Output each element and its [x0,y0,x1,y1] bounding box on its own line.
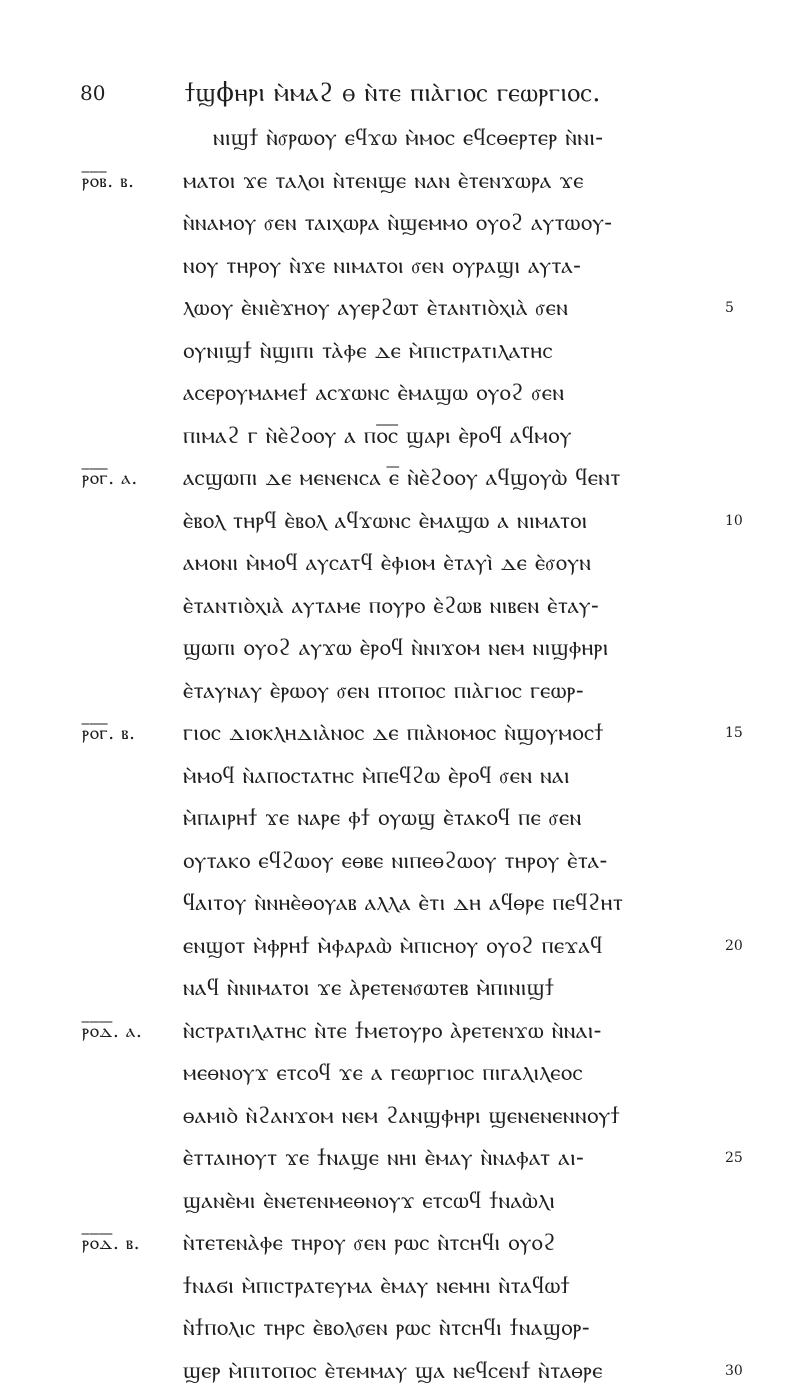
line-text: ⲉ̀ⲧⲁⲛⲧⲓⲟ̀ⲭⲓⲁ̀ ⲁⲩⲧⲁⲙⲉ ⲡⲟⲩⲣⲟ ⲉ̀ϩⲱⲃ ⲛⲓⲃⲉⲛ ⲉ̀ⲧⲁⲩ- [183,587,599,625]
line-text: ϣⲉⲣ ⲙ̀ⲡⲓⲧⲟⲡⲟⲥ ⲉ̀ⲧⲉⲙⲙⲁⲩ ϣⲁ ⲛⲉϥⲥⲉⲛϯ ⲛ̀ⲧⲁⲑⲣⲉ [183,1352,603,1390]
line-text: ⲉ̀ⲃⲟⲗ ⲧⲏⲣϥ ⲉ̀ⲃⲟⲗ ⲁϥϫⲱⲛⲥ ⲉ̀ⲙⲁϣⲱ ⲁ ⲛⲓⲙⲁⲧⲟⲓ [183,502,588,540]
text-line [0,289,800,332]
folio-marker: ⲣ̅ⲟ̅ⲃ̅. ⲃ. [82,166,135,196]
line-text: ⲛ̀ⲛⲁⲙⲟⲩ ⳝⲉⲛ ⲧⲁⲓⲭⲱⲣⲁ ⲛ̀ϣⲉⲙⲙⲟ ⲟⲩⲟϩ ⲁⲩⲧⲱⲟⲩ- [183,204,612,242]
line-text: ⲛⲁϥ ⲛ̀ⲛⲓⲙⲁⲧⲟⲓ ϫⲉ ⲁ̀ⲣⲉⲧⲉⲛⳝⲱⲧⲉⲃ ⲙ̀ⲡⲓⲛⲓϣϯ [183,969,554,1007]
text-line [0,1267,800,1310]
line-text: ⲑⲁⲙⲓⲟ̀ ⲛ̀ϩⲁⲛϫⲟⲙ ⲛⲉⲙ ϩⲁⲛϣⲫⲏⲣⲓ ϣⲉⲛⲉⲛⲉⲛⲛⲟⲩϯ [183,1097,620,1135]
text-line [0,162,800,205]
text-line [0,799,800,842]
line-text: ⲛ̀ϯⲡⲟⲗⲓⲥ ⲧⲏⲣⲥ ⲉ̀ⲃⲟⲗⳝⲉⲛ ⲣⲱⲥ ⲛ̀ⲧⲥⲏϥⲓ ϯⲛⲁϣⲟⲣ- [183,1309,590,1347]
text-line [0,119,800,162]
text-line [0,1309,800,1352]
line-text: ⲉ̀ⲧⲧⲁⲓⲏⲟⲩⲧ ϫⲉ ϯⲛⲁϣⲉ ⲛⲏⲓ ⲉ̀ⲙⲁⲩ ⲛ̀ⲛⲁⲫⲁⲧ ⲁⲓ- [183,1139,584,1177]
text-line [0,204,800,247]
text-line [0,544,800,587]
line-text: ϣⲱⲡⲓ ⲟⲩⲟϩ ⲁⲩϫⲱ ⲉ̀ⲣⲟϥ ⲛ̀ⲛⲓϫⲟⲙ ⲛⲉⲙ ⲛⲓϣⲫⲏⲣⲓ [183,629,609,667]
text-line [0,884,800,927]
line-number: 25 [725,1148,743,1168]
text-line [0,1054,800,1097]
folio-marker: ⲣ̅ⲟ̅ⲇ̅. ⲁ. [82,1016,142,1046]
text-line [0,1139,800,1182]
line-text: ⲙ̀ⲙⲟϥ ⲛ̀ⲁⲡⲟⲥⲧⲁⲧⲏⲥ ⲙ̀ⲡⲉϥϩⲱ ⲉ̀ⲣⲟϥ ⳝⲉⲛ ⲛⲁⲓ [183,757,570,795]
text-line [0,927,800,970]
text-line [0,417,800,460]
line-text: ⲉⲛϣⲟⲧ ⲙ̀ⲫⲣⲏϯ ⲙ̀ⲫⲁⲣⲁⲱ̀ ⲙ̀ⲡⲓⲥⲏⲟⲩ ⲟⲩⲟϩ ⲡⲉϫⲁϥ [183,927,603,965]
line-text: ⲛⲟⲩ ⲧⲏⲣⲟⲩ ⲛ̀ϫⲉ ⲛⲓⲙⲁⲧⲟⲓ ⳝⲉⲛ ⲟⲩⲣⲁϣⲓ ⲁⲩⲧⲁ- [183,247,581,285]
text-line [0,374,800,417]
line-text: ⲁⲥⲉⲣⲟⲩⲙⲁⲙⲉϯ ⲁⲥϫⲱⲛⲥ ⲉ̀ⲙⲁϣⲱ ⲟⲩⲟϩ ⳝⲉⲛ [183,374,564,412]
line-number: 20 [725,936,743,956]
text-line [0,969,800,1012]
text-line [0,672,800,715]
line-text: ⲉ̀ⲧⲁⲩⲛⲁⲩ ⲉ̀ⲣⲱⲟⲩ ⳝⲉⲛ ⲡⲧⲟⲡⲟⲥ ⲡⲓⲁ̀ⲅⲓⲟⲥ ⲅⲉⲱⲣ- [183,672,584,710]
text-line [0,1352,800,1394]
page-header [80,76,720,116]
line-text: ⲡⲓⲙⲁϩ ⲅ ⲛ̀ⲉ̀ϩⲟⲟⲩ ⲁ ⲡⲟ̅ⲥ̅ ϣⲁⲣⲓ ⲉ̀ⲣⲟϥ ⲁϥⲙⲟⲩ [183,417,572,455]
text-line [0,1182,800,1225]
line-text: ⲛ̀ⲧⲉⲧⲉⲛⲁ̀ⲫⲉ ⲧⲏⲣⲟⲩ ⳝⲉⲛ ⲣⲱⲥ ⲛ̀ⲧⲥⲏϥⲓ ⲟⲩⲟϩ [183,1224,556,1262]
text-line [0,1097,800,1140]
text-line [0,587,800,630]
text-line [0,1012,800,1055]
running-title: ϯϣϕⲏⲣⲓ ⲙ̀ⲙⲁϩ ⲑ ⲛ̀ⲧⲉ ⲡⲓⲁ̀ⲅⲓⲟⲥ ⲅⲉⲱⲣⲅⲓⲟⲥ. [185,76,601,110]
line-text: ⲗⲱⲟⲩ ⲉ̀ⲛⲓⲉ̀ϫⲏⲟⲩ ⲁⲩⲉⲣϩⲱⲧ ⲉ̀ⲧⲁⲛⲧⲓⲟ̀ⲭⲓⲁ̀ ⳝⲉⲛ [183,289,568,327]
text-line [0,757,800,800]
line-text: ⲁⲥϣⲱⲡⲓ ⲇⲉ ⲙⲉⲛⲉⲛⲥⲁ ⲉ̅ ⲛ̀ⲉ̀ϩⲟⲟⲩ ⲁϥϣⲟⲩⲱ̀ ϥⲉⲛⲧ [183,459,621,497]
text-line [0,502,800,545]
line-text: ⲛⲓϣϯ ⲛ̀ⳝⲣⲱⲟⲩ ⲉϥϫⲱ ⲙ̀ⲙⲟⲥ ⲉϥⲥⲑⲉⲣⲧⲉⲣ ⲛ̀ⲛⲓ- [213,119,603,157]
line-text: ⲅⲓⲟⲥ ⲇⲓⲟⲕⲗⲏⲇⲓⲁ̀ⲛⲟⲥ ⲇⲉ ⲡⲓⲁ̀ⲛⲟⲙⲟⲥ ⲛ̀ϣⲟⲩⲙⲟⲥϯ [183,714,604,752]
text-line [0,247,800,290]
folio-marker: ⲣ̅ⲟ̅ⲅ̅. ⲁ. [82,463,138,493]
line-text: ⲟⲩⲛⲓϣϯ ⲛ̀ϣⲓⲡⲓ ⲧⲁ̀ⲫⲉ ⲇⲉ ⲙ̀ⲡⲓⲥⲧⲣⲁⲧⲓⲗⲁⲧⲏⲥ [183,332,553,370]
text-line [0,459,800,502]
line-text: ⲙⲁⲧⲟⲓ ϫⲉ ⲧⲁⲗⲟⲓ ⲛ̀ⲧⲉⲛϣⲉ ⲛⲁⲛ ⲉ̀ⲧⲉⲛϫⲱⲣⲁ ϫⲉ [183,162,584,200]
folio-marker: ⲣ̅ⲟ̅ⲇ̅. ⲃ. [82,1228,140,1258]
text-line [0,842,800,885]
line-text: ⲁⲙⲟⲛⲓ ⲙ̀ⲙⲟϥ ⲁⲩⲥⲁⲧϥ ⲉ̀ⲫⲓⲟⲙ ⲉ̀ⲧⲁⲩⲓ̀ ⲇⲉ ⲉ̀ⳝⲟⲩⲛ [183,544,591,582]
line-number: 15 [725,723,743,743]
line-text: ⲙⲉⲑⲛⲟⲩϫ ⲉⲧⲥⲟϥ ϫⲉ ⲁ ⲅⲉⲱⲣⲅⲓⲟⲥ ⲡⲓⲅⲁⲗⲓⲗⲉⲟⲥ [183,1054,583,1092]
text-line [0,714,800,757]
line-text: ⲙ̀ⲡⲁⲓⲣⲏϯ ϫⲉ ⲛⲁⲣⲉ ⲫϯ ⲟⲩⲱϣ ⲉ̀ⲧⲁⲕⲟϥ ⲡⲉ ⳝⲉⲛ [183,799,582,837]
line-number: 30 [725,1361,743,1381]
coptic-text-block [0,119,800,1394]
folio-marker: ⲣ̅ⲟ̅ⲅ̅. ⲃ. [82,718,136,748]
line-text: ϯⲛⲁϭⲓ ⲙ̀ⲡⲓⲥⲧⲣⲁⲧⲉⲩⲙⲁ ⲉ̀ⲙⲁⲩ ⲛⲉⲙⲏⲓ ⲛ̀ⲧⲁϥⲱϯ [183,1267,570,1305]
page-number: 80 [80,76,105,110]
line-text: ϣⲁⲛⲉ̀ⲙⲓ ⲉ̀ⲛⲉⲧⲉⲛⲙⲉⲑⲛⲟⲩϫ ⲉⲧⲥⲱϥ ϯⲛⲁⲱ̀ⲗⲓ [183,1182,555,1220]
line-text: ϥⲁⲓⲧⲟⲩ ⲛ̀ⲛⲏⲉ̀ⲑⲟⲩⲁⲃ ⲁⲗⲗⲁ ⲉ̀ⲧⲓ ⲇⲏ ⲁϥⲑⲣⲉ ⲡⲉϥϩⲏⲧ [183,884,623,922]
line-text: ⲟⲩⲧⲁⲕⲟ ⲉϥϩⲱⲟⲩ ⲉⲑⲃⲉ ⲛⲓⲡⲉⲑϩⲱⲟⲩ ⲧⲏⲣⲟⲩ ⲉ̀ⲧⲁ- [183,842,608,880]
text-line [0,332,800,375]
line-text: ⲛ̀ⲥⲧⲣⲁⲧⲓⲗⲁⲧⲏⲥ ⲛ̀ⲧⲉ ϯⲙⲉⲧⲟⲩⲣⲟ ⲁ̀ⲣⲉⲧⲉⲛϫⲱ ⲛ̀ⲛⲁⲓ- [183,1012,602,1050]
line-number: 10 [725,511,743,531]
line-number: 5 [725,298,734,318]
text-line [0,629,800,672]
text-line [0,1224,800,1267]
